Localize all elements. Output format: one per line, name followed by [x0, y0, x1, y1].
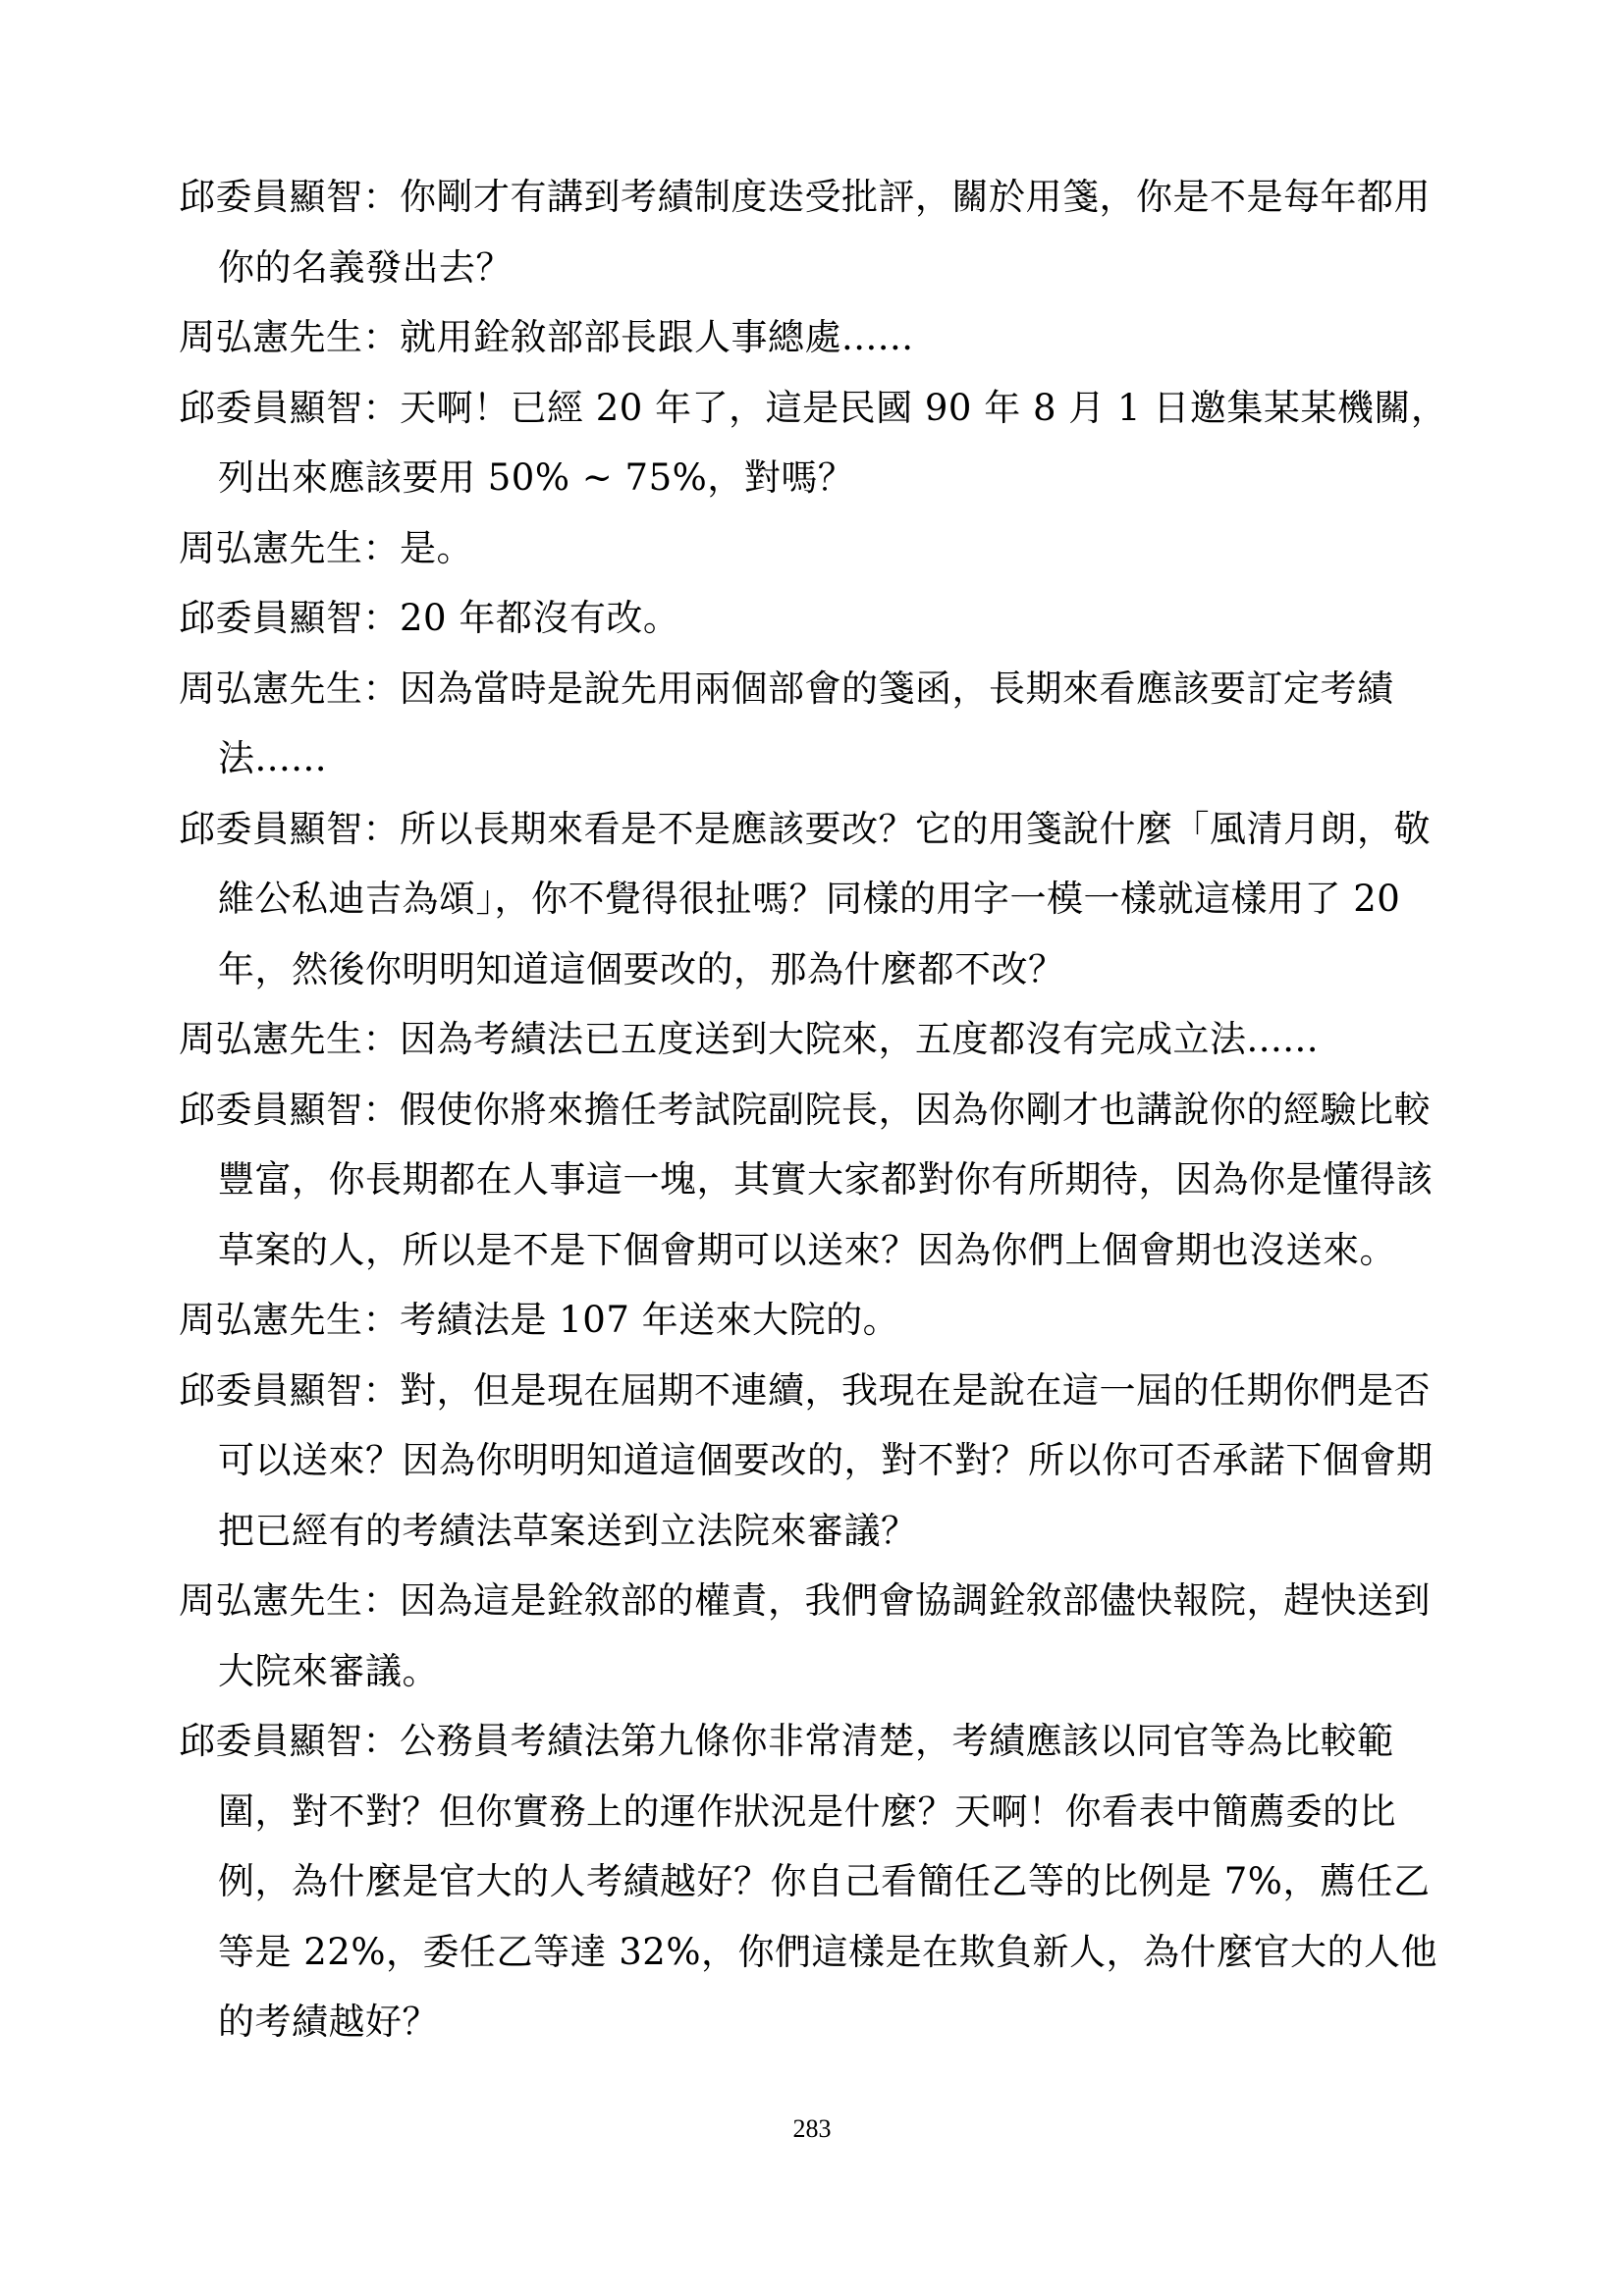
speaker-name: 邱委員顯智：: [179, 1720, 400, 1762]
speech-text: 是。: [400, 526, 473, 569]
transcript-entry: [179, 583, 1461, 654]
transcript-entry: [179, 302, 1461, 373]
speech-text: 所以長期來看是不是應該要改？它的用箋說什麼「風清月朗，敬維公私迪吉為頌」，你不覺得很扯嗎？同樣的用字一模一樣就這樣用了 20 年，然後你明明知道這個要改的，那為什麼都不改？: [218, 807, 1431, 990]
speaker-name: 邱委員顯智：: [179, 1368, 400, 1412]
speaker-name: 邱委員顯智：: [179, 176, 400, 218]
transcript-entry: [179, 513, 1461, 584]
speech-text: 20 年都沒有改。: [400, 597, 680, 639]
speaker-name: 周弘憲先生：: [179, 526, 400, 569]
speaker-name: 周弘憲先生：: [179, 1018, 400, 1060]
page-number: 283: [792, 2114, 832, 2143]
transcript-entry: [179, 1706, 1461, 2057]
speaker-name: 周弘憲先生：: [179, 1579, 400, 1622]
speech-text: 考績法是 107 年送來大院的。: [400, 1299, 900, 1341]
transcript-entry: [179, 373, 1461, 513]
speaker-name: 周弘憲先生：: [179, 316, 400, 358]
speech-text: 你剛才有講到考績制度迭受批評，關於用箋，你是不是每年都用你的名義發出去？: [218, 176, 1431, 289]
speech-text: 假使你將來擔任考試院副院長，因為你剛才也講說你的經驗比較豐富，你長期都在人事這一塊，其實大家都對你有所期待，因為你是懂得該草案的人，所以是不是下個會期可以送來？因為你們上個會期也沒送來。: [218, 1088, 1434, 1271]
transcript-entry: [179, 1075, 1461, 1286]
transcript-entry: [179, 794, 1461, 1005]
transcript-entry: [179, 1566, 1461, 1706]
transcript-entry: [179, 1004, 1461, 1075]
speaker-name: 周弘憲先生：: [179, 1299, 400, 1341]
speech-text: 天啊！已經 20 年了，這是民國 90 年 8 月 1 日邀集某某機關，列出來應該要用 50% ~ 75%，對嗎？: [218, 386, 1448, 499]
transcript-entry: [179, 654, 1461, 794]
speech-text: 因為當時是說先用兩個部會的箋函，長期來看應該要訂定考績法......: [218, 667, 1394, 779]
transcript-entry: [179, 162, 1461, 302]
speaker-name: 周弘憲先生：: [179, 667, 400, 710]
speech-text: 公務員考績法第九條你非常清楚，考績應該以同官等為比較範圍，對不對？但你實務上的運作狀況是什麼？天啊！你看表中簡薦委的比例，為什麼是官大的人考績越好？你自己看簡任乙等的比例是 7%，薦任乙等是 22%，委任乙等達 32%，你們這樣是在欺負新人，為什麼官大的人他的考績越好？: [218, 1720, 1437, 2043]
speech-text: 因為這是銓敘部的權責，我們會協調銓敘部儘快報院，趕快送到大院來審議。: [218, 1579, 1431, 1692]
transcript-body: [179, 162, 1461, 2057]
speech-text: 對，但是現在屆期不連續，我現在是說在這一屆的任期你們是否可以送來？因為你明明知道這個要改的，對不對？所以你可否承諾下個會期把已經有的考績法草案送到立法院來審議？: [218, 1368, 1434, 1552]
transcript-entry: [179, 1285, 1461, 1356]
speaker-name: 邱委員顯智：: [179, 597, 400, 639]
transcript-entry: [179, 1356, 1461, 1567]
speech-text: 就用銓敘部部長跟人事總處......: [400, 316, 914, 358]
speaker-name: 邱委員顯智：: [179, 1088, 400, 1131]
speech-text: 因為考績法已五度送到大院來，五度都沒有完成立法......: [400, 1018, 1320, 1060]
speaker-name: 邱委員顯智：: [179, 807, 400, 850]
speaker-name: 邱委員顯智：: [179, 386, 400, 429]
